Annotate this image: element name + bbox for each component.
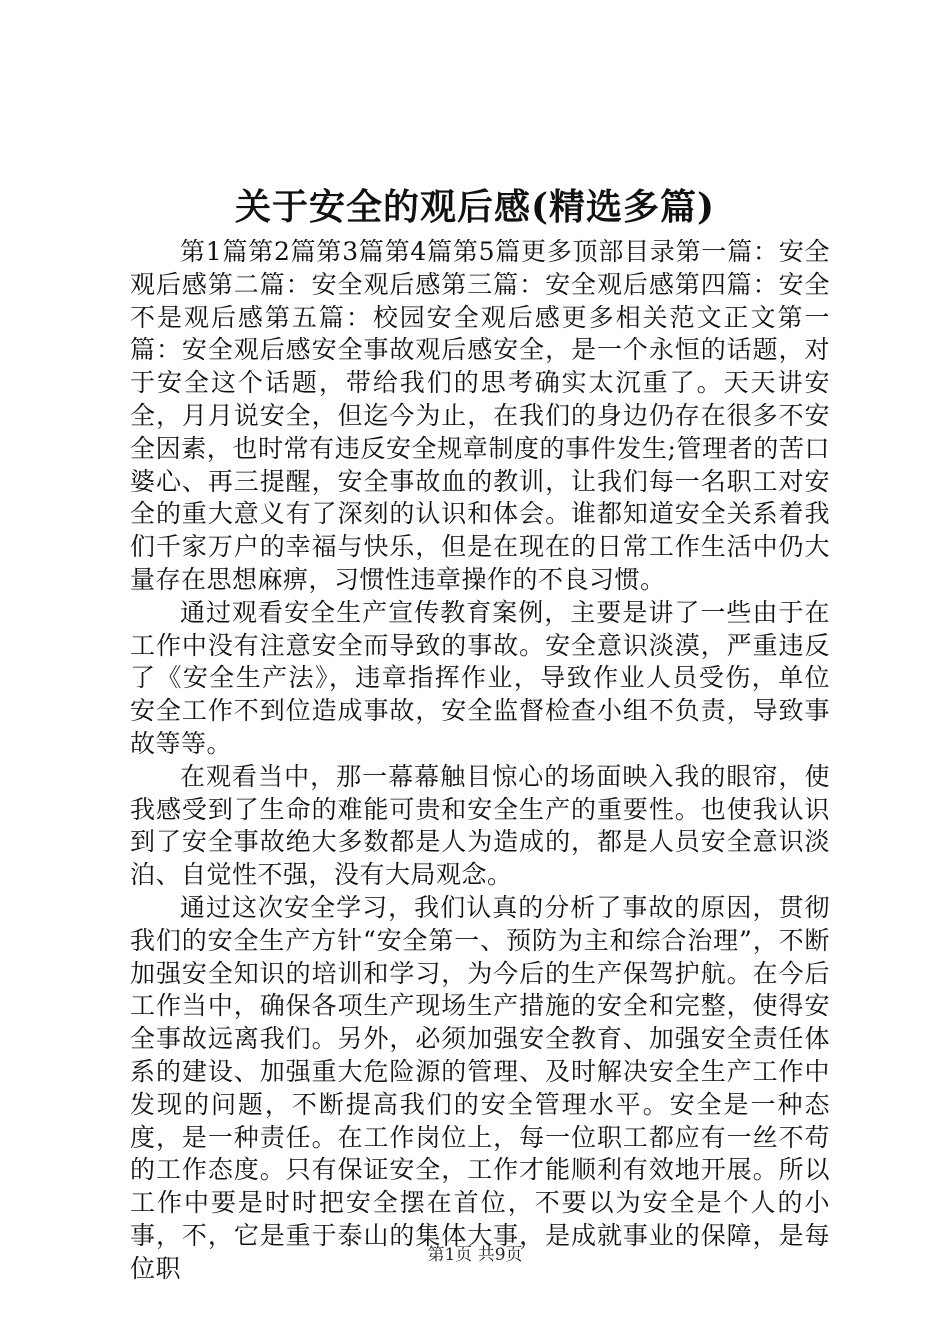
paragraph-4: 通过这次安全学习，我们认真的分析了事故的原因，贯彻我们的安全生产方针“安全第一、预防为主和综合治理”，不断加强安全知识的培训和学习，为今后的生产保驾护航。在今后工作当中，确保各项生产现场生产措施的安全和完整，使得安全事故远离我们。另外，必须加强安全教育、加强安全责任体系的建设、加强重大危险源的管理、及时解决安全生产工作中发现的问题，不断提高我们的安全管理水平。安全是一种态度，是一种责任。在工作岗位上，每一位职工都应有一丝不苟的工作态度。只有保证安全，工作才能顺利有效地开展。所以工作中要是时时把安全摆在首位，不要以为安全是个人的小事，不，它是重于泰山的集体大事，是成就事业的保障，是每位职: [130, 892, 830, 1283]
page-number-footer: 第1页 共9页: [427, 1245, 523, 1265]
paragraph-1: 第1篇第2篇第3篇第4篇第5篇更多顶部目录第一篇：安全观后感第二篇：安全观后感第三篇：安全观后感第四篇：安全不是观后感第五篇：校园安全观后感更多相关范文正文第一篇：安全观后感安全事故观后感安全，是一个永恒的话题，对于安全这个话题，带给我们的思考确实太沉重了。天天讲安全，月月说安全，但迄今为止，在我们的身边仍存在很多不安全因素，也时常有违反安全规章制度的事件发生;管理者的苦口婆心、再三提醒，安全事故血的教训，让我们每一名职工对安全的重大意义有了深刻的认识和体会。谁都知道安全关系着我们千家万户的幸福与快乐，但是在现在的日常工作生活中仍大量存在思想麻痹，习惯性违章操作的不良习惯。: [130, 237, 830, 594]
document-title: 关于安全的观后感(精选多篇): [234, 186, 716, 228]
document-body: [130, 236, 830, 1286]
paragraph-2: 通过观看安全生产宣传教育案例，主要是讲了一些由于在工作中没有注意安全而导致的事故。安全意识淡漠，严重违反了《安全生产法》，违章指挥作业，导致作业人员受伤，单位安全工作不到位造成事故，安全监督检查小组不负责，导致事故等等。: [130, 597, 830, 758]
paragraph-3: 在观看当中，那一幕幕触目惊心的场面映入我的眼帘，使我感受到了生命的难能可贵和安全生产的重要性。也使我认识到了安全事故绝大多数都是人为造成的，都是人员安全意识淡泊、自觉性不强，没有大局观念。: [130, 761, 830, 890]
